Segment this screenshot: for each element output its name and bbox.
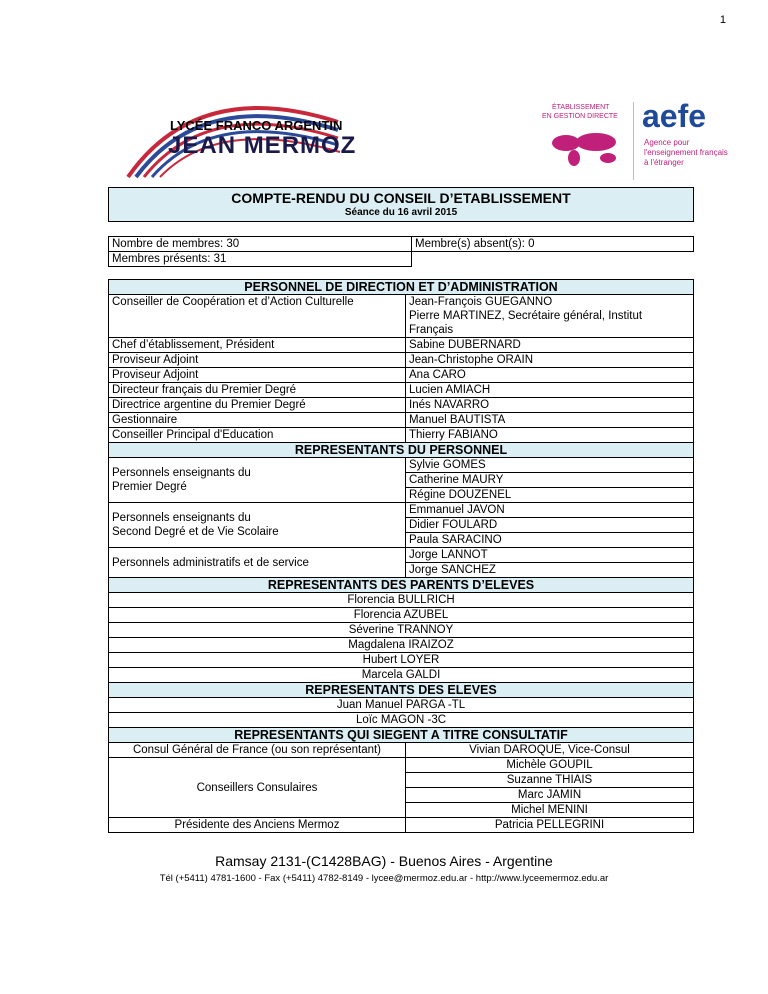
aefe-brand: aefe — [642, 98, 707, 134]
title-box — [108, 187, 694, 222]
etab-label2: EN GESTION DIRECTE — [542, 113, 618, 120]
name-cell: Jorge LANNOT — [406, 548, 694, 563]
role-cell: Directrice argentine du Premier Degré — [109, 398, 406, 413]
role-cell: Consul Général de France (ou son représentant) — [109, 743, 406, 758]
name-cell: Catherine MAURY — [406, 473, 694, 488]
name-cell: Inés NAVARRO — [406, 398, 694, 413]
parent-name: Florencia BULLRICH — [109, 593, 694, 608]
name-line: Jean-François GUEGANNO — [409, 296, 553, 308]
name-line: Pierre MARTINEZ, Secrétaire général, Institut — [409, 310, 643, 322]
parent-name: Hubert LOYER — [109, 653, 694, 668]
aefe-sub3: à l'étranger — [644, 158, 684, 167]
label-line: Personnels enseignants du — [112, 467, 251, 479]
etab-label1: ÉTABLISSEMENT — [552, 104, 610, 111]
label-line: Premier Degré — [112, 481, 187, 493]
members-table — [108, 236, 694, 267]
name-cell: Michel MENINI — [406, 803, 694, 818]
label-line: Personnels enseignants du — [112, 512, 251, 524]
role-cell: Directeur français du Premier Degré — [109, 383, 406, 398]
name-cell: Emmanuel JAVON — [406, 503, 694, 518]
present-count: Membres présents: 31 — [109, 252, 412, 267]
group-label — [109, 458, 406, 503]
role-cell: Conseiller de Coopération et d’Action Culturelle — [109, 295, 406, 338]
aefe-sub2: l'enseignement français — [644, 148, 728, 157]
name-cell: Vivian DAROQUE, Vice-Consul — [406, 743, 694, 758]
section-personnel: REPRESENTANTS DU PERSONNEL — [109, 443, 694, 458]
parent-name: Florencia AZUBEL — [109, 608, 694, 623]
student-name: Juan Manuel PARGA -TL — [109, 698, 694, 713]
parent-name: Marcela GALDI — [109, 668, 694, 683]
group-label — [109, 503, 406, 548]
name-cell: Sylvie GOMES — [406, 458, 694, 473]
role-cell: Présidente des Anciens Mermoz — [109, 818, 406, 833]
role-cell: Conseiller Principal d'Education — [109, 428, 406, 443]
name-cell: Michèle GOUPIL — [406, 758, 694, 773]
name-cell: Jean-Christophe ORAIN — [406, 353, 694, 368]
world-map-icon — [546, 128, 626, 168]
absent-count: Membre(s) absent(s): 0 — [412, 237, 694, 252]
name-cell — [406, 295, 694, 338]
name-cell: Thierry FABIANO — [406, 428, 694, 443]
name-line: Français — [409, 324, 454, 336]
section-parents: REPRESENTANTS DES PARENTS D’ELEVES — [109, 578, 694, 593]
name-cell: Didier FOULARD — [406, 518, 694, 533]
name-cell: Marc JAMIN — [406, 788, 694, 803]
section-consultatif: REPRESENTANTS QUI SIEGENT A TITRE CONSULTATIF — [109, 728, 694, 743]
parent-name: Séverine TRANNOY — [109, 623, 694, 638]
page-number: 1 — [719, 14, 726, 26]
role-cell: Gestionnaire — [109, 413, 406, 428]
label-line: Second Degré et de Vie Scolaire — [112, 526, 279, 538]
parent-name: Magdalena IRAIZOZ — [109, 638, 694, 653]
name-cell: Régine DOUZENEL — [406, 488, 694, 503]
name-cell: Suzanne THIAIS — [406, 773, 694, 788]
member-count: Nombre de membres: 30 — [109, 237, 412, 252]
logo-line1: LYCÉE FRANCO ARGENTIN — [170, 118, 343, 133]
footer-address: Ramsay 2131-(C1428BAG) - Buenos Aires - Argentine — [215, 853, 553, 869]
student-name: Loïc MAGON -3C — [109, 713, 694, 728]
name-cell: Lucien AMIACH — [406, 383, 694, 398]
section-eleves: REPRESENTANTS DES ELEVES — [109, 683, 694, 698]
lycee-logo — [118, 82, 358, 182]
name-cell: Jorge SANCHEZ — [406, 563, 694, 578]
aefe-sub1: Agence pour — [644, 138, 690, 147]
footer-contact: Tél (+5411) 4781-1600 - Fax (+5411) 4782-8149 - lycee@mermoz.edu.ar - http://www.lyceemermoz.edu.ar — [159, 873, 609, 884]
document-title: COMPTE-RENDU DU CONSEIL D’ETABLISSEMENT — [231, 190, 571, 206]
role-cell: Proviseur Adjoint — [109, 368, 406, 383]
group-label: Personnels administratifs et de service — [109, 548, 406, 578]
name-cell: Manuel BAUTISTA — [406, 413, 694, 428]
name-cell: Patricia PELLEGRINI — [406, 818, 694, 833]
name-cell: Paula SARACINO — [406, 533, 694, 548]
role-cell: Proviseur Adjoint — [109, 353, 406, 368]
section-direction: PERSONNEL DE DIRECTION ET D’ADMINISTRATION — [109, 280, 694, 295]
name-cell: Sabine DUBERNARD — [406, 338, 694, 353]
council-table — [108, 279, 694, 833]
aefe-logo — [538, 98, 743, 182]
role-cell: Chef d’établissement, Président — [109, 338, 406, 353]
session-date: Séance du 16 avril 2015 — [344, 207, 458, 218]
logo-line2: JEAN MERMOZ — [168, 132, 357, 159]
role-cell: Conseillers Consulaires — [109, 758, 406, 818]
name-cell: Ana CARO — [406, 368, 694, 383]
